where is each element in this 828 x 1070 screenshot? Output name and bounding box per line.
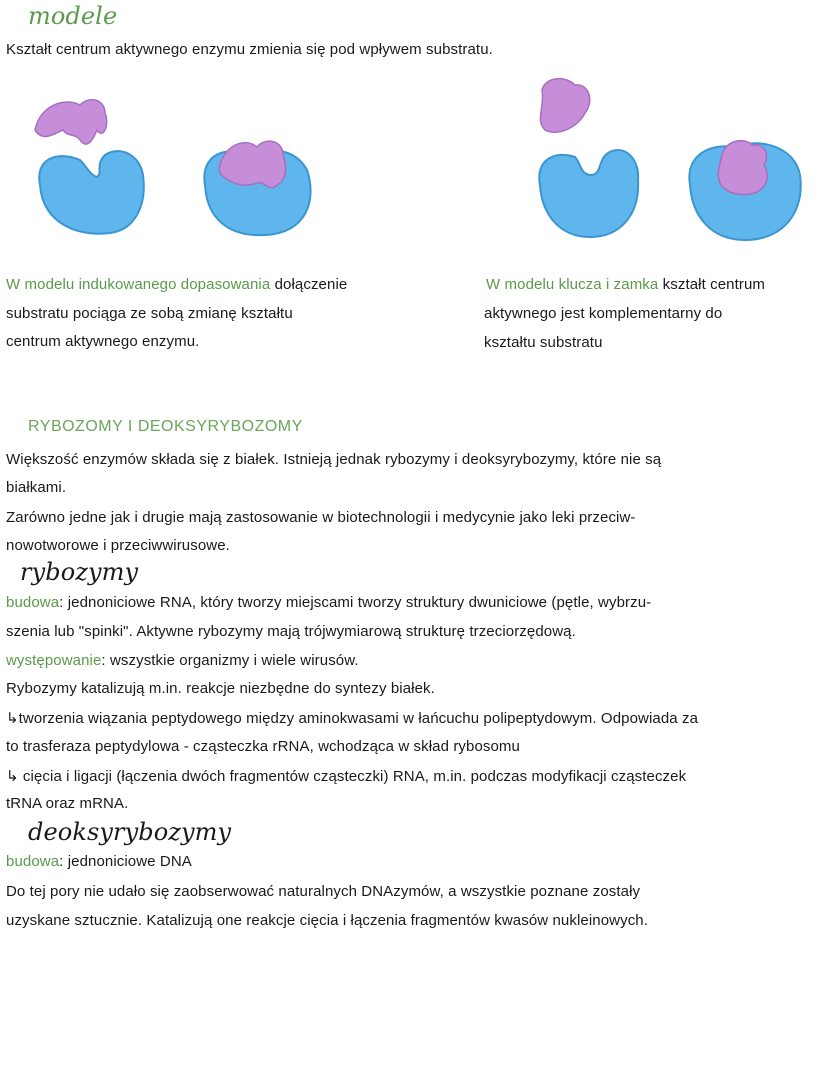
deoxyribozymes-title: deoksyrybozymy xyxy=(28,818,232,846)
substrate-bound-shape xyxy=(718,141,767,195)
deoxyribozymes-structure xyxy=(6,853,192,870)
deoxyribozymes-line: uzyskane sztucznie. Katalizują one reakcje cięcia i łączenia fragmentów kwasów nukleinowych. xyxy=(6,912,649,929)
lock-key-text: kształt centrum xyxy=(662,276,766,293)
induced-fit-line1 xyxy=(6,276,347,293)
substrate-bound-shape xyxy=(219,141,285,187)
ribozymes-structure-line1 xyxy=(6,594,651,611)
induced-fit-text: dołączenie xyxy=(274,276,348,293)
models-title: modele xyxy=(28,2,118,30)
ribozymes-line: to trasferaza peptydylowa - cząsteczka rRNA, wchodząca w skład rybosomu xyxy=(6,738,520,755)
induced-fit-line3: centrum aktywnego enzymu. xyxy=(6,333,200,350)
lock-and-key-diagram xyxy=(530,75,820,250)
structure-text: : jednoniciowe RNA, który tworzy miejscami tworzy struktury dwuniciowe (pętle, wybrzu- xyxy=(59,594,652,611)
lock-key-label: W modelu klucza i zamka xyxy=(486,276,659,293)
section-line: Zarówno jedne jak i drugie mają zastosowanie w biotechnologii i medycynie jako leki przeciw- xyxy=(6,509,636,526)
induced-fit-label: W modelu indukowanego dopasowania xyxy=(6,276,271,293)
enzyme-shape xyxy=(539,150,638,237)
lock-key-line3: kształtu substratu xyxy=(484,334,603,351)
lock-key-line2: aktywnego jest komplementarny do xyxy=(484,305,723,322)
ribozymes-structure-line2: szenia lub "spinki". Aktywne rybozymy mają trójwymiarową strukturę trzeciorzędową. xyxy=(6,623,576,640)
induced-fit-diagram xyxy=(25,85,325,250)
section-heading: RYBOZOMY I DEOKSYRYBOZOMY xyxy=(28,418,303,435)
section-line: białkami. xyxy=(6,479,67,496)
models-intro: Kształt centrum aktywnego enzymu zmienia się pod wpływem substratu. xyxy=(6,41,493,58)
structure-label: budowa xyxy=(6,594,60,611)
substrate-shape xyxy=(35,100,107,144)
ribozymes-line: ↳ cięcia i ligacji (łączenia dwóch fragmentów cząsteczki) RNA, m.in. podczas modyfikacji cząsteczek xyxy=(6,768,687,785)
deoxyribozymes-line: Do tej pory nie udało się zaobserwować naturalnych DNAzymów, a wszystkie poznane zostały xyxy=(6,883,641,900)
ribozymes-line: Rybozymy katalizują m.in. reakcje niezbędne do syntezy białek. xyxy=(6,680,435,697)
structure-label: budowa xyxy=(6,853,60,870)
ribozymes-occurrence xyxy=(6,652,359,669)
section-line: Większość enzymów składa się z białek. Istnieją jednak rybozymy i deoksyrybozymy, które nie są xyxy=(6,451,662,468)
ribozymes-line: ↳tworzenia wiązania peptydowego między aminokwasami w łańcuchu polipeptydowym. Odpowiada za xyxy=(6,710,699,727)
enzyme-shape xyxy=(39,151,144,234)
ribozymes-line: tRNA oraz mRNA. xyxy=(6,795,129,812)
substrate-shape xyxy=(540,79,589,133)
ribozymes-title: rybozymy xyxy=(20,558,139,586)
occurrence-text: : wszystkie organizmy i wiele wirusów. xyxy=(101,652,359,669)
induced-fit-line2: substratu pociąga ze sobą zmianę kształtu xyxy=(6,305,293,322)
lock-key-line1 xyxy=(486,276,765,293)
section-line: nowotworowe i przeciwwirusowe. xyxy=(6,537,230,554)
occurrence-label: występowanie xyxy=(6,652,102,669)
structure-text: : jednoniciowe DNA xyxy=(59,853,192,870)
